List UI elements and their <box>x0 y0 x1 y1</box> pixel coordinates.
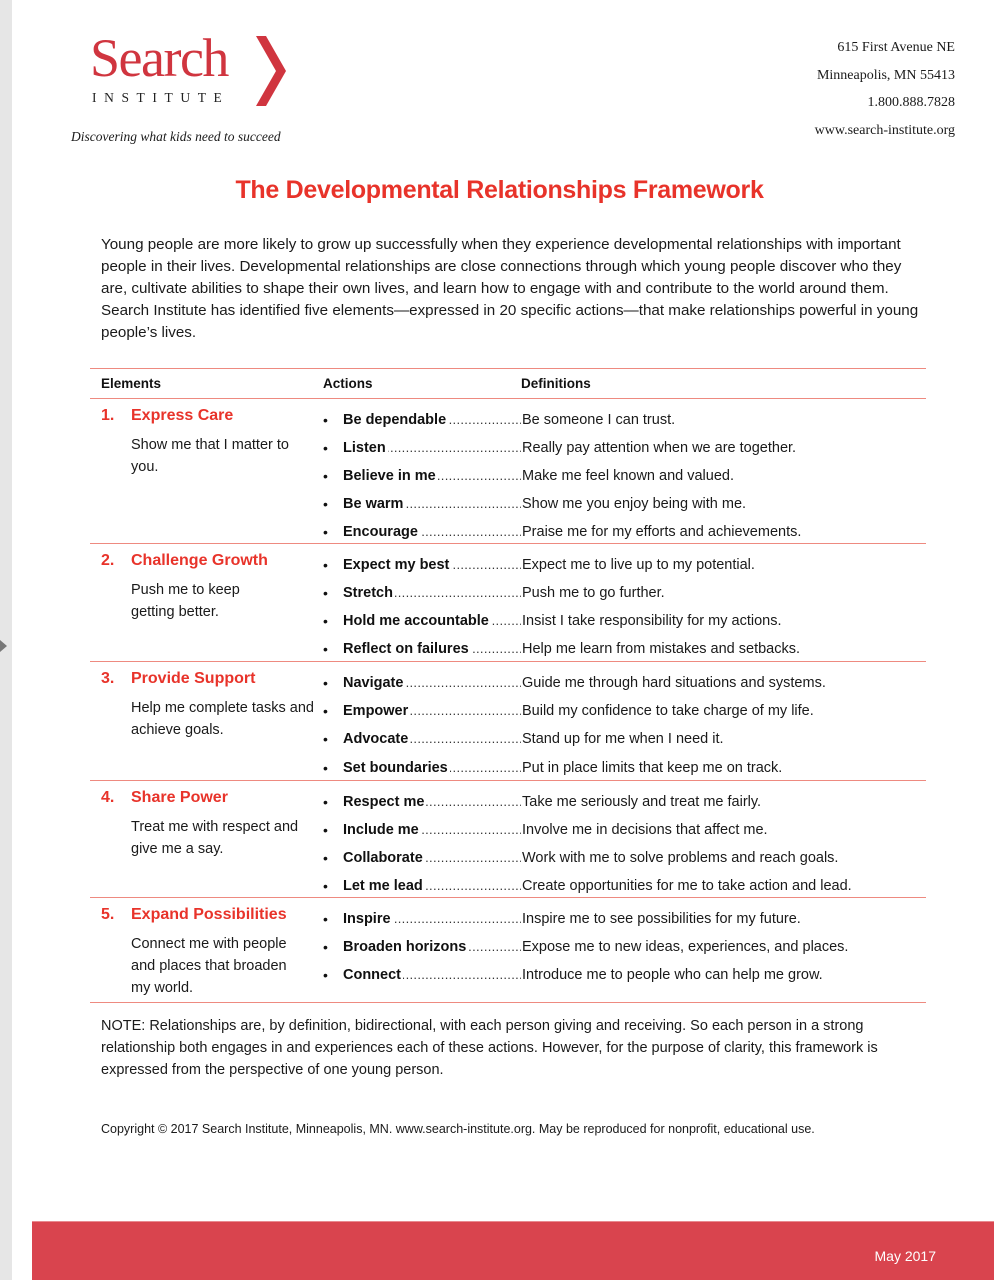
element-number: 5. <box>101 906 115 923</box>
bullet-icon: • <box>323 524 328 540</box>
action-row <box>323 725 923 753</box>
action-name: Respect me <box>343 794 425 810</box>
element-description: Show me that I matter to you. <box>131 437 289 475</box>
action-row <box>323 753 923 783</box>
search-institute-logo <box>88 30 308 110</box>
address-block <box>815 38 955 148</box>
action-row <box>323 905 923 933</box>
action-row <box>323 462 923 490</box>
action-list <box>323 669 923 783</box>
action-row <box>323 933 923 961</box>
action-definition: Inspire me to see possibilities for my future. <box>522 911 801 927</box>
action-name: Connect <box>343 967 401 983</box>
action-definition: Involve me in decisions that affect me. <box>522 822 768 838</box>
element-section-express-care <box>90 399 926 543</box>
element-number: 3. <box>101 670 115 687</box>
header-elements: Elements <box>101 376 162 391</box>
bullet-icon: • <box>323 760 328 776</box>
action-definition: Help me learn from mistakes and setbacks. <box>522 641 801 657</box>
bullet-icon: • <box>323 675 328 691</box>
action-name: Expect my best <box>343 557 450 573</box>
bullet-icon: • <box>323 585 328 601</box>
bullet-icon: • <box>323 850 328 866</box>
action-definition: Work with me to solve problems and reach goals. <box>522 850 839 866</box>
action-list <box>323 905 923 989</box>
action-name: Believe in me <box>343 468 436 484</box>
action-row <box>323 816 923 844</box>
element-name: Challenge Growth <box>131 552 268 569</box>
action-name: Be warm <box>343 496 404 512</box>
action-row <box>323 669 923 697</box>
action-definition: Guide me through hard situations and systems. <box>522 675 826 691</box>
action-definition: Really pay attention when we are together. <box>522 440 797 456</box>
element-description: Treat me with respect and give me a say. <box>131 819 299 857</box>
table-rule <box>90 1002 926 1003</box>
element-section-share-power <box>90 781 926 897</box>
action-list <box>323 788 923 900</box>
address-website: www.search-institute.org <box>814 122 955 138</box>
action-list <box>323 551 923 663</box>
bullet-icon: • <box>323 822 328 838</box>
action-definition: Put in place limits that keep me on track. <box>522 760 783 776</box>
action-row <box>323 434 923 462</box>
table-header <box>90 369 926 398</box>
action-row <box>323 961 923 989</box>
action-name: Encourage <box>343 524 418 540</box>
action-definition: Show me you enjoy being with me. <box>522 496 747 512</box>
action-name: Reflect on failures <box>343 641 469 657</box>
copyright-text: Copyright © 2017 Search Institute, Minneapolis, MN. www.search-institute.org. May be reproduced for nonprofit, educational use. <box>101 1122 815 1136</box>
action-name: Let me lead <box>343 878 423 894</box>
action-row <box>323 872 923 900</box>
page-marker-arrow-icon[interactable] <box>0 640 7 652</box>
footer-band <box>32 1221 994 1280</box>
action-name: Collaborate <box>343 850 423 866</box>
element-section-challenge-growth <box>90 544 926 661</box>
bullet-icon: • <box>323 703 328 719</box>
action-name: Stretch <box>343 585 393 601</box>
logo-chevron-icon <box>256 36 286 106</box>
action-definition: Build my confidence to take charge of my life. <box>522 703 814 719</box>
framework-table <box>90 368 926 1003</box>
header-definitions: Definitions <box>521 376 591 391</box>
element-description: Connect me with people and places that broaden my world. <box>131 936 287 996</box>
bullet-icon: • <box>323 557 328 573</box>
footer-date: May 2017 <box>874 1248 936 1264</box>
action-definition: Insist I take responsibility for my actions. <box>522 613 782 629</box>
logo-subtitle: INSTITUTE <box>92 90 230 105</box>
bullet-icon: • <box>323 939 328 955</box>
bullet-icon: • <box>323 468 328 484</box>
page-title: The Developmental Relationships Framework <box>235 176 764 204</box>
action-row <box>323 551 923 579</box>
element-name: Express Care <box>131 407 234 424</box>
action-row <box>323 788 923 816</box>
action-definition: Push me to go further. <box>522 585 665 601</box>
address-city: Minneapolis, MN 55413 <box>816 67 955 83</box>
address-phone: 1.800.888.7828 <box>867 95 955 110</box>
element-name: Expand Possibilities <box>131 906 287 923</box>
action-name: Include me <box>343 822 419 838</box>
action-definition: Expect me to live up to my potential. <box>522 557 755 573</box>
element-name: Provide Support <box>131 670 256 687</box>
bullet-icon: • <box>323 440 328 456</box>
action-name: Set boundaries <box>343 760 448 776</box>
bullet-icon: • <box>323 496 328 512</box>
element-section-provide-support <box>90 662 926 780</box>
action-definition: Make me feel known and valued. <box>522 468 734 484</box>
action-row <box>323 607 923 635</box>
bullet-icon: • <box>323 911 328 927</box>
action-row <box>323 697 923 725</box>
action-name: Inspire <box>343 911 391 927</box>
action-list <box>323 406 923 546</box>
action-name: Be dependable <box>343 412 447 428</box>
action-row <box>323 518 923 546</box>
element-description: Help me complete tasks and achieve goals. <box>131 700 314 738</box>
action-name: Broaden horizons <box>343 939 467 955</box>
element-number: 2. <box>101 552 115 569</box>
bullet-icon: • <box>323 794 328 810</box>
action-definition: Expose me to new ideas, experiences, and places. <box>522 939 849 955</box>
element-number: 1. <box>101 407 115 424</box>
intro-paragraph: Young people are more likely to grow up successfully when they experience developmental relationships with important people in their lives. Developmental relationships are close connections through which young people discover who they are, cultivate abilities to shape their own lives, and learn how to engage with and contribute to the world around them. Search Institute has identified five elements—expressed in 20 specific actions—that make relationships powerful in young people’s lives. <box>101 236 919 341</box>
action-definition: Praise me for my efforts and achievements. <box>522 524 802 540</box>
element-name: Share Power <box>131 789 228 806</box>
action-definition: Introduce me to people who can help me grow. <box>522 967 823 983</box>
action-definition: Be someone I can trust. <box>522 412 676 428</box>
bullet-icon: • <box>323 731 328 747</box>
address-street: 615 First Avenue NE <box>837 40 955 55</box>
element-number: 4. <box>101 789 115 806</box>
note-paragraph: NOTE: Relationships are, by definition, bidirectional, with each person giving and receiving. So each person in a strong relationship both engages in and experiences each of these actions. However, for the purpose of clarity, this framework is expressed from the perspective of one young person. <box>101 1018 878 1078</box>
bullet-icon: • <box>323 641 328 657</box>
action-row <box>323 579 923 607</box>
logo-wordmark: Search <box>90 28 228 88</box>
bullet-icon: • <box>323 878 328 894</box>
action-name: Listen <box>343 440 386 456</box>
action-name: Navigate <box>343 675 404 691</box>
bullet-icon: • <box>323 613 328 629</box>
action-definition: Create opportunities for me to take action and lead. <box>522 878 852 894</box>
element-description: Push me to keep getting better. <box>131 582 240 620</box>
header-actions: Actions <box>323 376 373 391</box>
action-name: Advocate <box>343 731 409 747</box>
action-row <box>323 490 923 518</box>
bullet-icon: • <box>323 412 328 428</box>
action-definition: Take me seriously and treat me fairly. <box>522 794 762 810</box>
bullet-icon: • <box>323 967 328 983</box>
action-definition: Stand up for me when I need it. <box>522 731 724 747</box>
action-name: Empower <box>343 703 409 719</box>
action-row <box>323 406 923 434</box>
element-section-expand-possibilities <box>90 898 926 1002</box>
action-row <box>323 844 923 872</box>
action-row <box>323 635 923 663</box>
tagline: Discovering what kids need to succeed <box>71 129 281 144</box>
action-name: Hold me accountable <box>343 613 489 629</box>
